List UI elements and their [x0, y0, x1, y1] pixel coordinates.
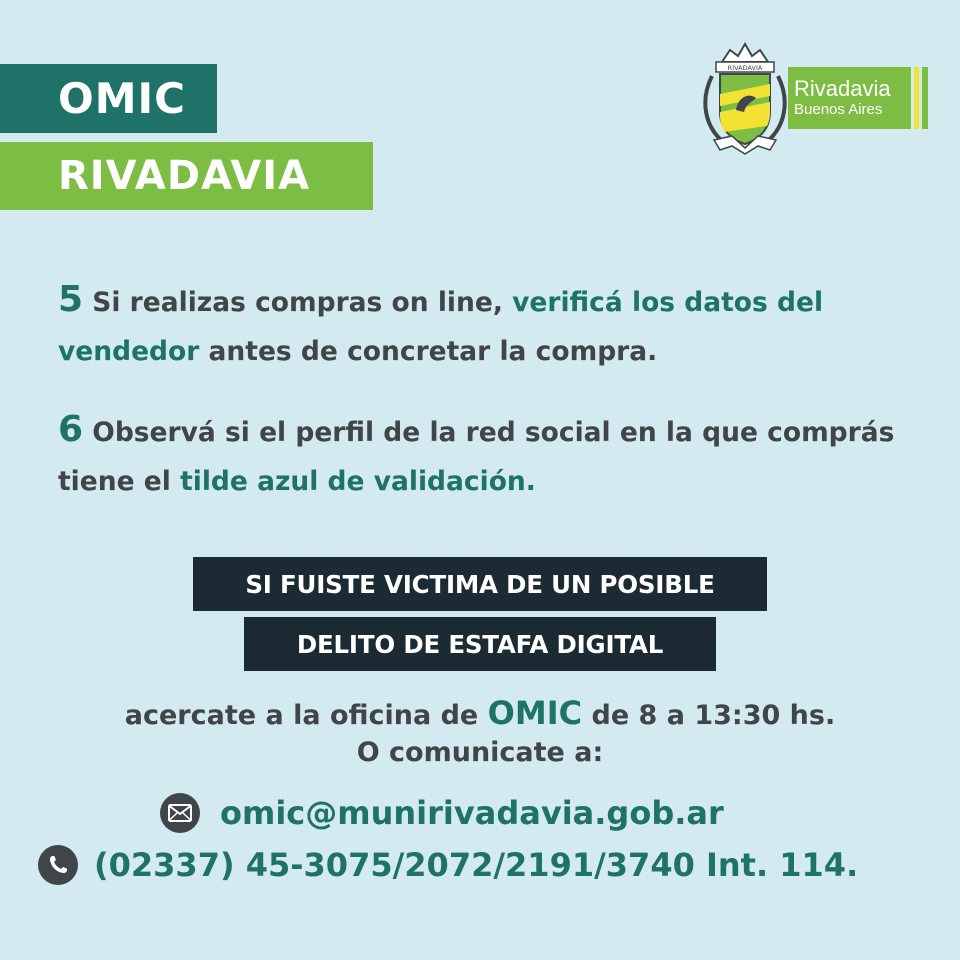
tip-6-highlight: tilde azul de validación. — [180, 466, 536, 497]
contact-intro-text: O comunicate a: — [356, 737, 604, 768]
phone-contact — [38, 840, 858, 890]
rivadavia-tag-label: RIVADAVIA — [58, 153, 311, 199]
omic-tag — [0, 64, 217, 133]
office-hours-post: de 8 a 13:30 hs. — [582, 700, 836, 731]
tip-5-text-2: antes de concretar la compra. — [199, 336, 658, 367]
tip-5-number: 5 — [58, 279, 84, 320]
rivadavia-logo — [700, 40, 930, 155]
tip-5 — [58, 275, 918, 376]
tip-6-number: 6 — [58, 409, 84, 450]
logo-wordmark-box — [788, 67, 911, 129]
warning-banner-line-1 — [193, 557, 767, 611]
crest-ribbon-text: RIVADAVIA — [727, 64, 763, 72]
coat-of-arms-icon — [700, 40, 790, 155]
logo-subtitle: Buenos Aires — [794, 101, 883, 118]
office-hours-pre: acercate a la oficina de — [124, 700, 488, 731]
tip-5-highlight: verificá los datos del vendedor — [58, 287, 824, 367]
tip-6-text-1: Observá si el perfil de la red social en la que comprás tiene el — [58, 417, 895, 497]
envelope-icon — [160, 793, 200, 833]
contact-intro — [0, 733, 960, 773]
rivadavia-tag — [0, 142, 373, 210]
logo-stripe-green — [922, 67, 928, 129]
email-address[interactable]: omic@munirivadavia.gob.ar — [220, 794, 724, 832]
warning-banner-line-2-text: DELITO DE ESTAFA DIGITAL — [296, 629, 664, 659]
logo-wordmark — [788, 67, 928, 129]
warning-banner-line-2 — [244, 617, 716, 671]
warning-banner-line-1-text: SI FUISTE VICTIMA DE UN POSIBLE — [245, 569, 715, 599]
tip-6 — [58, 405, 918, 506]
tip-5-text-1: Si realizas compras on line, — [83, 287, 513, 318]
omic-tag-label: OMIC — [58, 74, 186, 123]
logo-stripe-yellow — [914, 67, 919, 129]
phone-number[interactable]: (02337) 45-3075/2072/2191/3740 Int. 114. — [94, 846, 859, 884]
office-hours-omic: OMIC — [487, 694, 583, 732]
logo-name: Rivadavia — [794, 76, 891, 101]
office-hours-text — [0, 690, 960, 739]
email-contact — [160, 788, 724, 838]
phone-icon — [38, 845, 78, 885]
